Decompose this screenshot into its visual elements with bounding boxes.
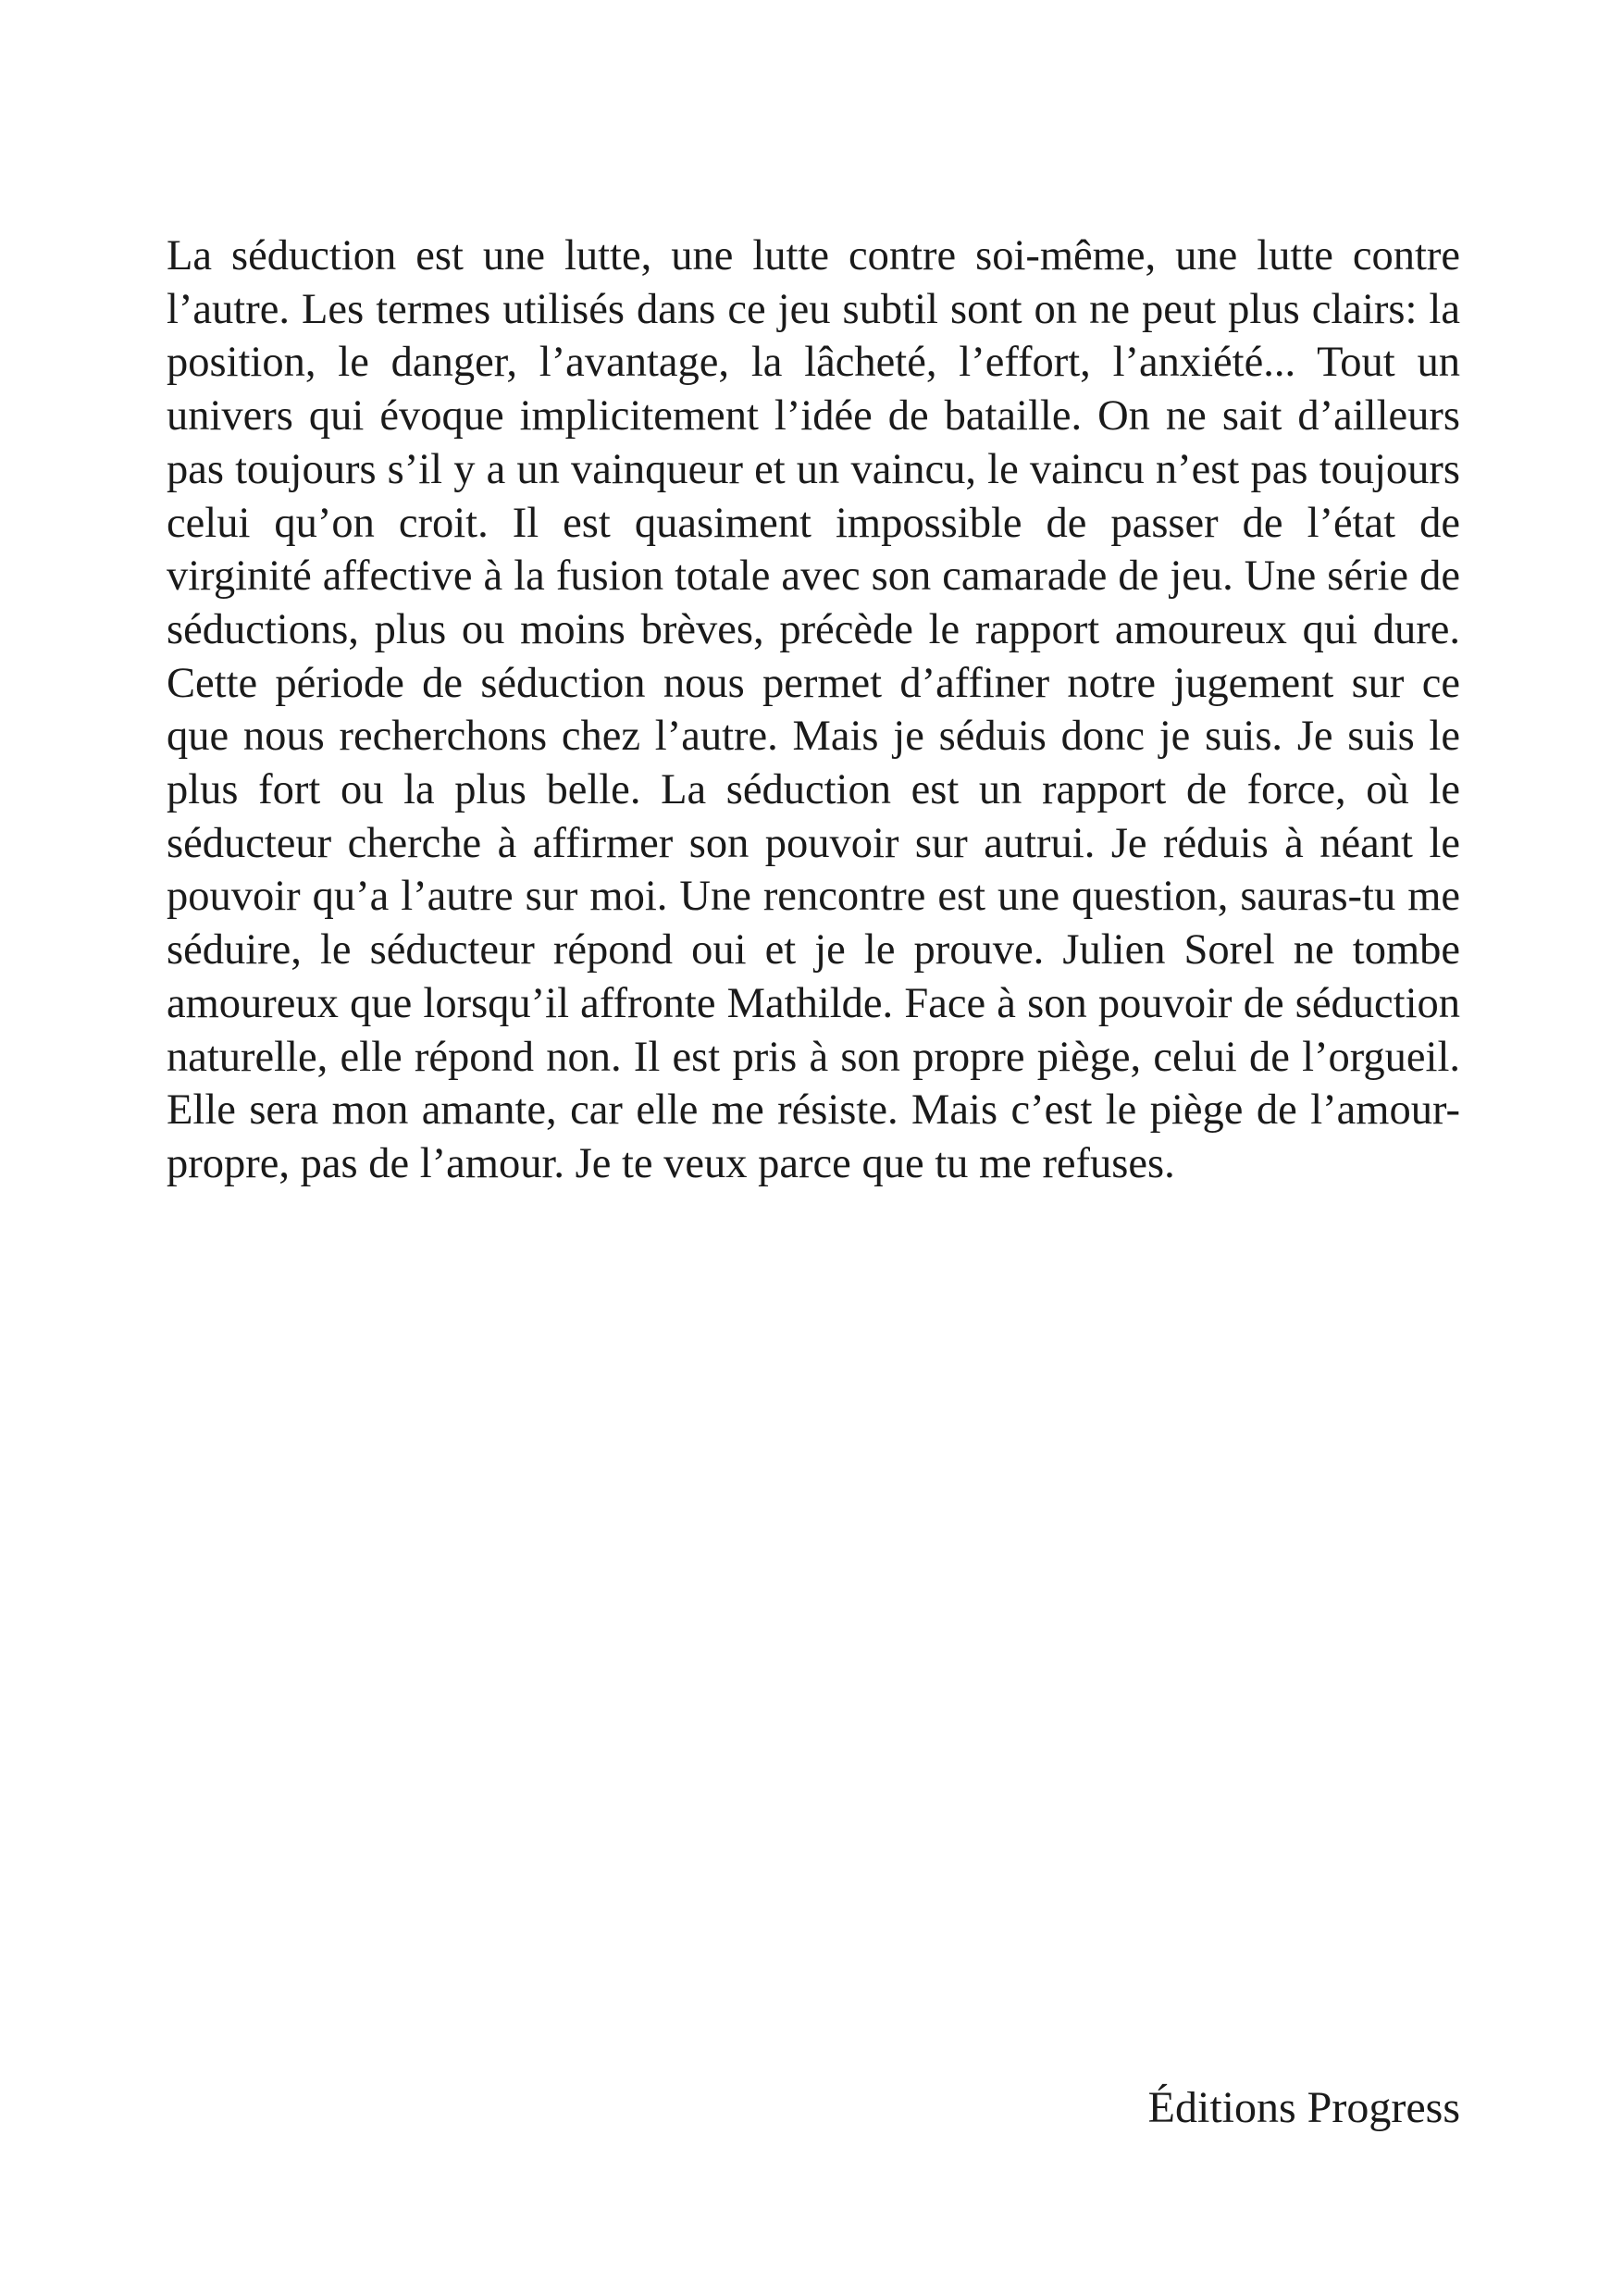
publisher-imprint: Éditions Progress <box>1147 2083 1460 2132</box>
back-cover-blurb: La séduction est une lutte, une lutte contre soi-même, une lutte contre l’autre. Les termes utilisés dans ce jeu subtil sont on ne peut plus clairs: la position, le danger, l’avantage, la lâcheté, l’effort, l’anxiété... Tout un univers qui évoque implicitement l’idée de bataille. On ne sait d’ailleurs pas toujours s’il y a un vainqueur et un vaincu, le vaincu n’est pas toujours celui qu’on croit. Il est quasiment impossible de passer de l’état de virginité affective à la fusion totale avec son camarade de jeu. Une série de séductions, plus ou moins brèves, précède le rapport amoureux qui dure. Cette période de séduction nous permet d’affiner notre jugement sur ce que nous recherchons chez l’autre. Mais je séduis donc je suis. Je suis le plus fort ou la plus belle. La séduction est un rapport de force, où le séducteur cherche à affirmer son pouvoir sur autrui. Je réduis à néant le pouvoir qu’a l’autre sur moi. Une rencontre est une question, sauras-tu me séduire, le séducteur répond oui et je le prouve. Julien Sorel ne tombe amoureux que lorsqu’il affronte Mathilde. Face à son pouvoir de séduction naturelle, elle répond non. Il est pris à son propre piège, celui de l’orgueil. Elle sera mon amante, car elle me résiste. Mais c’est le piège de l’amour- propre, pas de l’amour. Je te veux parce que tu me refuses. <box>167 232 1460 1187</box>
